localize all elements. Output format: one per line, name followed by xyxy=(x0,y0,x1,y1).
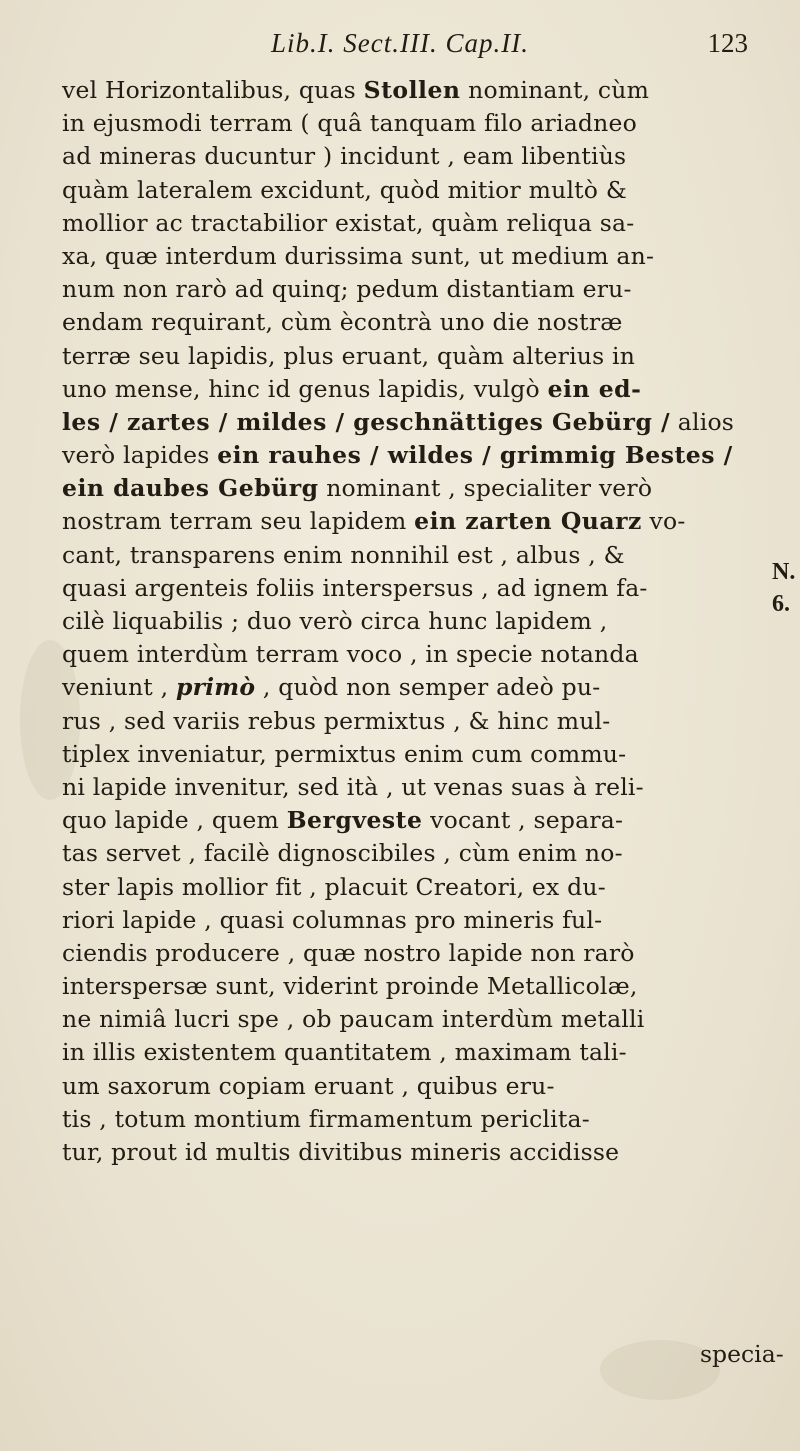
latin-text: quasi argenteis foliis interspersus , ad ignem fa- xyxy=(62,573,648,602)
running-head: Lib.I. Sect.III. Cap.II. xyxy=(271,28,529,58)
latin-text: rus , sed variis rebus permixtus , & hinc mul- xyxy=(62,706,611,735)
body-text xyxy=(62,74,782,1169)
latin-text: interspersæ sunt, viderint proinde Metallicolæ, xyxy=(62,972,638,1001)
margin-note-n: N. xyxy=(772,559,796,585)
text-line xyxy=(62,273,782,306)
text-line xyxy=(62,904,782,937)
latin-text: cilè liquabilis ; duo verò circa hunc lapidem , xyxy=(62,607,608,635)
text-line xyxy=(62,837,782,870)
latin-text: cant, transparens enim nonnihil est , albus , & xyxy=(62,540,625,569)
text-line xyxy=(62,738,782,771)
text-line xyxy=(62,439,782,472)
text-line xyxy=(62,174,782,207)
latin-text: endam requirant, cùm ècontrà uno die nostræ xyxy=(62,308,623,337)
latin-text: tas servet , facilè dignoscibiles , cùm enim no- xyxy=(62,839,623,868)
text-line xyxy=(62,207,782,240)
page-number: 123 xyxy=(707,28,748,58)
latin-text: , quòd non semper adeò pu- xyxy=(255,673,601,702)
latin-text: nominant , specialiter verò xyxy=(318,474,653,503)
text-line xyxy=(62,970,782,1003)
text-line xyxy=(62,74,782,107)
latin-text: ni lapide invenitur, sed ità , ut venas suas à reli- xyxy=(62,772,644,801)
text-line xyxy=(62,871,782,904)
latin-text: tis , totum montium firmamentum periclita- xyxy=(62,1104,590,1133)
text-line xyxy=(62,937,782,970)
latin-text: ad mineras ducuntur ) incidunt , eam libentiùs xyxy=(62,142,627,171)
text-line xyxy=(62,306,782,339)
latin-text: veniunt , xyxy=(62,673,176,702)
text-line xyxy=(62,107,782,140)
text-line xyxy=(62,373,782,406)
text-line xyxy=(62,671,782,704)
text-line xyxy=(62,605,782,638)
catchword: specia- xyxy=(700,1340,784,1368)
latin-text: ster lapis mollior fit , placuit Creatori, ex du- xyxy=(62,872,606,901)
text-line xyxy=(62,140,782,173)
latin-text: mollior ac tractabilior existat, quàm reliqua sa- xyxy=(62,208,635,237)
text-line xyxy=(62,1103,782,1136)
latin-text: riori lapide , quasi columnas pro mineris ful- xyxy=(62,905,603,934)
latin-text: vocant , separa- xyxy=(422,806,624,835)
text-line xyxy=(62,771,782,804)
latin-text: verò lapides xyxy=(62,441,218,470)
latin-text: tur, prout id multis divitibus mineris accidisse xyxy=(62,1138,620,1166)
text-line xyxy=(62,638,782,671)
emphasis-text: primò xyxy=(175,673,256,702)
text-line xyxy=(62,340,782,373)
text-line xyxy=(62,505,782,538)
text-line xyxy=(62,240,782,273)
page-header xyxy=(0,22,800,66)
latin-text: xa, quæ interdum durissima sunt, ut medium an- xyxy=(62,241,655,270)
latin-text: tiplex inveniatur, permixtus enim cum commu- xyxy=(62,739,627,768)
text-line xyxy=(62,1036,782,1069)
text-line xyxy=(62,572,782,605)
latin-text: ciendis producere , quæ nostro lapide non rarò xyxy=(62,938,635,967)
latin-text: quàm lateralem excidunt, quòd mitior multò & xyxy=(62,175,627,204)
german-term: ein zarten Quarz xyxy=(414,507,642,536)
latin-text: quo lapide , quem xyxy=(62,806,287,835)
latin-text: num non rarò ad quinq; pedum distantiam eru- xyxy=(62,275,632,304)
german-term: Stollen xyxy=(363,76,461,104)
text-line xyxy=(62,539,782,572)
latin-text: alios xyxy=(670,407,735,436)
text-line xyxy=(62,1070,782,1103)
latin-text: quem interdùm terram voco , in specie notanda xyxy=(62,640,639,669)
german-term: ein ed- xyxy=(547,374,642,403)
text-line xyxy=(62,472,782,505)
german-term: Bergveste xyxy=(286,806,423,835)
latin-text: nominant, cùm xyxy=(460,76,650,104)
latin-text: in ejusmodi terram ( quâ tanquam filo ariadneo xyxy=(62,109,637,138)
german-term: les / zartes / mildes / geschnättiges Gebürg / xyxy=(62,407,671,436)
latin-text: um saxorum copiam eruant , quibus eru- xyxy=(62,1071,555,1100)
latin-text: nostram terram seu lapidem xyxy=(62,507,415,536)
latin-text: ne nimiâ lucri spe , ob paucam interdùm metalli xyxy=(62,1005,645,1034)
margin-note-6: 6. xyxy=(772,591,790,617)
latin-text: uno mense, hinc id genus lapidis, vulgò xyxy=(62,374,548,403)
text-line xyxy=(62,406,782,439)
latin-text: vo- xyxy=(641,507,686,536)
latin-text: vel Horizontalibus, quas xyxy=(62,76,364,104)
latin-text: in illis existentem quantitatem , maximam tali- xyxy=(62,1038,627,1067)
text-line xyxy=(62,705,782,738)
german-term: ein daubes Gebürg xyxy=(62,474,319,503)
german-term: ein rauhes / wildes / grimmig Bestes / xyxy=(217,441,733,470)
text-line xyxy=(62,1003,782,1036)
latin-text: terræ seu lapidis, plus eruant, quàm alterius in xyxy=(62,341,636,370)
text-line xyxy=(62,804,782,837)
text-line xyxy=(62,1136,782,1169)
